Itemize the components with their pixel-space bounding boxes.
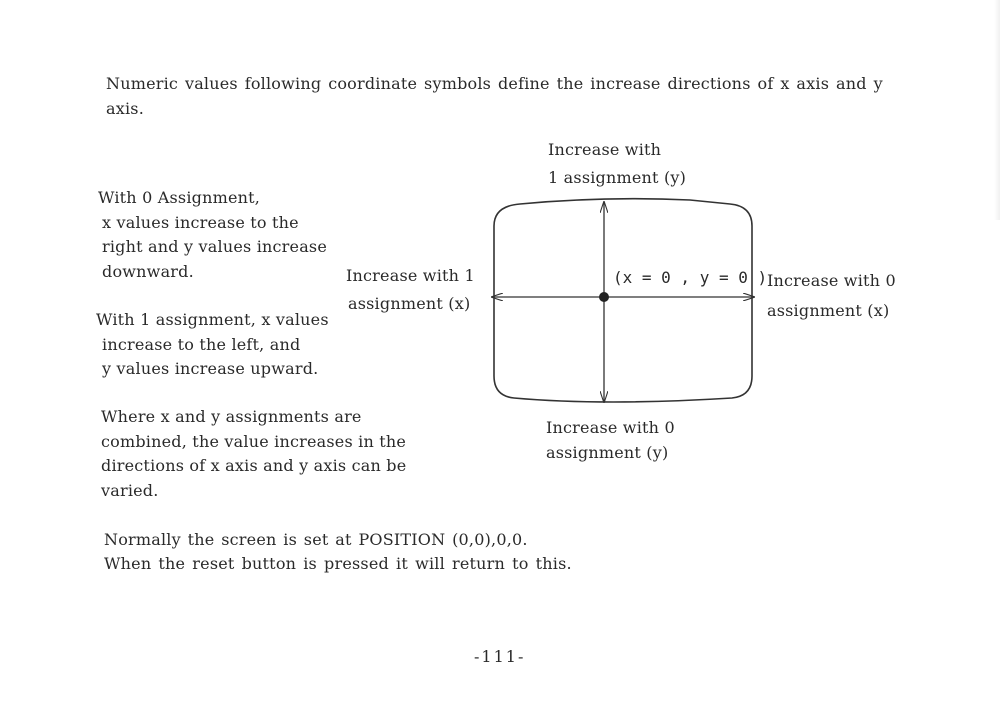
screen-outline <box>494 199 752 402</box>
text-line: directions of x axis and y axis can be <box>101 456 407 475</box>
left-axis-label <box>346 262 475 318</box>
bottom-axis-label <box>546 415 675 465</box>
text-line: combined, the value increases in the <box>101 431 407 451</box>
assignment-0-description <box>98 186 327 284</box>
text-line: 1 assignment (y) <box>548 168 687 187</box>
text-line: Increase with 1 <box>346 266 475 285</box>
text-line: assignment (x) <box>767 301 890 320</box>
intro-line-2: axis. <box>106 99 144 118</box>
text-line: Increase with 0 <box>546 418 675 437</box>
text-line: varied. <box>101 480 159 500</box>
text-line: assignment (x) <box>348 294 471 313</box>
screen-coordinate-diagram <box>480 190 770 415</box>
text-line: x values increase to the <box>102 212 299 232</box>
scan-edge-shadow <box>994 0 1000 220</box>
text-line: With 1 assignment, x values <box>96 310 329 329</box>
text-line: With 0 Assignment, <box>98 188 261 207</box>
text-line: Increase with 0 <box>767 271 896 290</box>
origin-coordinate-label: (x = 0 , y = 0 ) <box>613 268 768 287</box>
text-line: Increase with <box>548 140 662 159</box>
text-line: right and y values increase <box>102 237 328 256</box>
right-axis-label <box>767 266 896 326</box>
combined-assignment-description <box>101 405 406 503</box>
origin-point <box>599 292 609 302</box>
top-axis-label <box>548 136 686 192</box>
text-line: downward. <box>102 261 194 281</box>
assignment-1-description <box>96 308 329 382</box>
text-line: Where x and y assignments are <box>101 407 362 426</box>
text-line: y values increase upward. <box>102 359 319 378</box>
text-line: assignment (y) <box>546 443 669 462</box>
page-number: -111- <box>474 647 526 666</box>
footer-line-1: Normally the screen is set at POSITION (0,0),0,0. <box>104 530 528 549</box>
footer-line-2: When the reset button is pressed it will return to this. <box>104 554 572 573</box>
intro-line-1: Numeric values following coordinate symbols define the increase directions of x axis and y <box>106 74 883 93</box>
text-line: increase to the left, and <box>102 334 301 354</box>
